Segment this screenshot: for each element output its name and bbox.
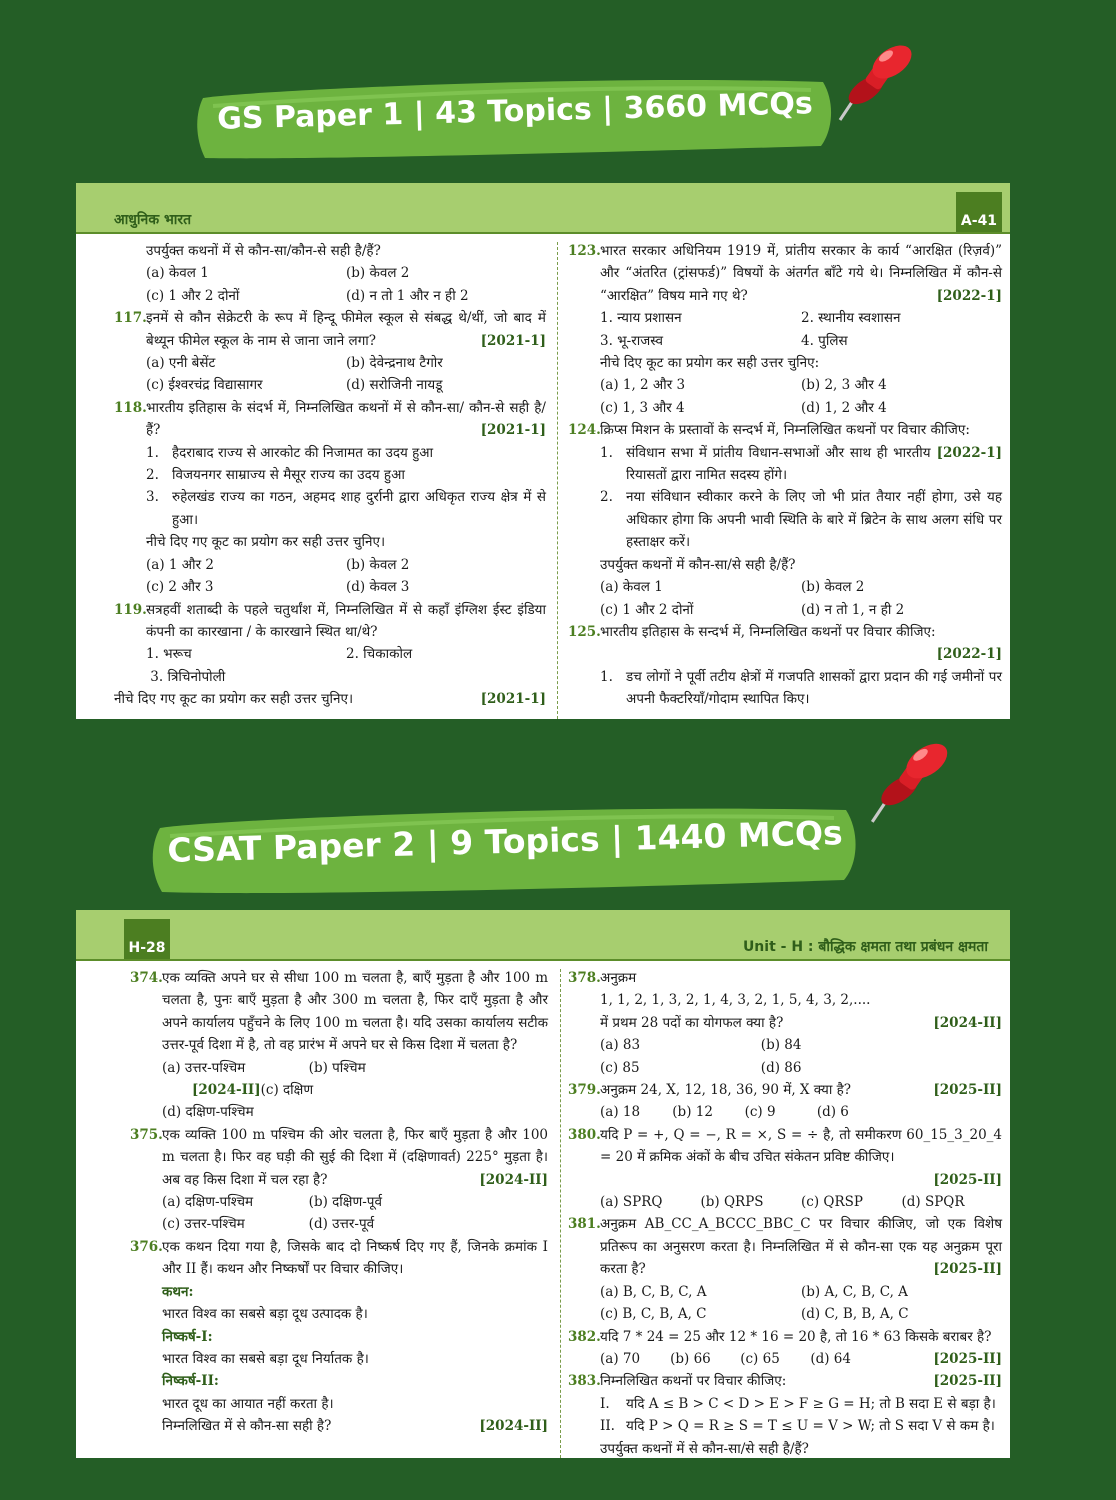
statement-2: II. यदि P > Q = R ≥ S = T ≤ U = V > W; तो S सदा V से कम है।	[600, 1418, 995, 1435]
question-379	[568, 1079, 1002, 1101]
option-a: (a) SPRQ	[600, 1194, 663, 1211]
question-text: एक कथन दिया गया है, जिसके बाद दो निष्कर्ष दिए गए हैं, जिनके क्रमांक I और II हैं। कथन और निष्कर्षों पर विचार कीजिए।	[162, 1238, 548, 1278]
option-c: (c) 9	[744, 1104, 776, 1121]
question-prompt: उपर्युक्त कथनों में से कौन-सा/से सही है/हैं?	[600, 1440, 809, 1457]
question-number: 376.	[130, 1238, 163, 1255]
question-number: 379.	[568, 1082, 601, 1099]
option-b: (b) केवल 2	[346, 556, 410, 573]
items	[568, 307, 1002, 352]
options	[130, 1057, 548, 1124]
option-a: (a) B, C, B, C, A	[600, 1283, 707, 1300]
option-b: (b) केवल 2	[801, 579, 865, 596]
option-d: (d) सरोजिनी नायडू	[346, 377, 443, 394]
question-text: यदि 7 * 24 = 25 और 12 * 16 = 20 है, तो 16 * 63 किसके बराबर है?	[600, 1328, 992, 1345]
option-d: (d) 6	[816, 1104, 849, 1121]
question-number: 118.	[114, 399, 147, 416]
options	[568, 1101, 889, 1123]
exam-year: [2025-II]	[933, 1261, 1002, 1278]
option-b: (b) पश्चिम	[308, 1059, 366, 1076]
question-number: 125.	[568, 623, 601, 640]
option-c: (c) उत्तर-पश्चिम	[162, 1216, 245, 1233]
option-b: (b) 84	[760, 1037, 802, 1054]
option-a: (a) 1 और 2	[146, 556, 214, 573]
page-number: H-28	[124, 919, 170, 959]
question-number: 380.	[568, 1126, 601, 1143]
page-header	[76, 183, 1010, 234]
option-a: (a) 70	[600, 1350, 641, 1367]
option-b: (b) देवेन्द्रनाथ टैगोर	[346, 355, 443, 372]
option-d: (d) उत्तर-पूर्व	[308, 1216, 375, 1233]
column-divider	[560, 969, 561, 1458]
chapter-title: आधुनिक भारत	[114, 212, 192, 228]
question-text: सत्रहवीं शताब्दी के पहले चतुर्थांश में, निम्नलिखित में से कहाँ इंग्लिश ईस्ट इंडिया कंपनी का कारखाना / के कारखाने स्थित था/थे?	[146, 601, 546, 640]
statement-heading: कथन:	[162, 1283, 194, 1300]
statement-text: भारत विश्व का सबसे बड़ा दूध उत्पादक है।	[162, 1306, 368, 1323]
statement-1: I. यदि A ≤ B > C < D > E > F ≥ G = H; तो B सदा E से बड़ा है।	[600, 1395, 996, 1412]
option-d: (d) SPQR	[901, 1194, 965, 1211]
exam-year: [2021-1]	[480, 422, 546, 439]
question-text: एक व्यक्ति 100 m पश्चिम की ओर चलता है, फिर बाएँ मुड़ता है और 100 m चलता है। फिर वह घड़ी की सुई की दिशा में (दक्षिणावर्त) 225° मुड़ता है। अब वह किस दिशा में चल रहा है?	[162, 1126, 548, 1188]
exam-year: [2024-II]	[479, 1418, 548, 1435]
code-instruction: नीचे दिए कूट का प्रयोग कर सही उत्तर चुनिए:	[600, 355, 820, 372]
question-text-cont: में प्रथम 28 पदों का योगफल क्या है? [2024-II]	[568, 1012, 1002, 1034]
question-375	[130, 1124, 548, 1191]
options	[568, 1348, 880, 1370]
options	[568, 1281, 1002, 1326]
exam-year: [2025-II]	[933, 1082, 1002, 1099]
option-d: (d) 86	[760, 1059, 802, 1076]
right-column	[568, 240, 1002, 711]
question-number: 123.	[568, 243, 601, 259]
exam-year: [2024-II]	[192, 1082, 261, 1099]
conclusion-1-heading: निष्कर्ष-I:	[162, 1328, 213, 1345]
option-c: (c) दक्षिण	[260, 1082, 314, 1099]
question-text: एक व्यक्ति अपने घर से सीधा 100 m चलता है, बाएँ मुड़ता है और 100 m चलता है, पुनः बाएँ मुड़ता है और 300 m चलता है, फिर दाएँ मुड़ता है और अपने कार्यालय पहुँचने के लिए 100 m चलता है। यदि उसका कार्यालय सटीक उत्तर-पूर्व दिशा में है, तो वह प्रारंभ में अपने घर से किस दिशा में चलता है?	[162, 970, 548, 1054]
option-b: (b) 66	[670, 1350, 711, 1367]
column-divider	[557, 242, 558, 719]
options	[568, 1191, 1002, 1213]
exam-year: [2024-II]	[933, 1014, 1002, 1031]
page-header	[76, 910, 1010, 961]
question-374	[130, 967, 548, 1057]
sequence: 1, 1, 2, 1, 3, 2, 1, 4, 3, 2, 1, 5, 4, 3, 2,....	[600, 992, 871, 1009]
left-column	[114, 240, 546, 711]
option-b: (b) 2, 3 और 4	[801, 377, 887, 394]
question-text: यदि P = +, Q = −, R = ×, S = ÷ है, तो समीकरण 60_15_3_20_4 = 20 में क्रमिक अंकों के बीच उचित संकेतन प्रविष्ट कीजिए।	[600, 1126, 1002, 1166]
left-column	[130, 967, 548, 1438]
exam-year: [2021-1]	[480, 332, 546, 349]
option-c: (c) B, C, B, A, C	[600, 1306, 707, 1323]
banner-csat-paper	[150, 800, 860, 896]
exam-year: [2025-II]	[933, 1350, 1002, 1367]
question-text: इनमें से कौन सेक्रेटरी के रूप में हिन्दू फीमेल स्कूल से संबद्ध थे/थीं, जो बाद में बेथ्यून फीमेल स्कूल के नाम से जाना जाने लगा?	[146, 310, 546, 349]
options	[568, 1034, 1002, 1079]
question-number: 124.	[568, 422, 601, 439]
question-text: भारतीय इतिहास के सन्दर्भ में, निम्नलिखित कथनों पर विचार कीजिए:	[600, 623, 936, 640]
question-number: 374.	[130, 970, 163, 986]
statement-1: 1. डच लोगों ने पूर्वी तटीय क्षेत्रों में गजपति शासकों द्वारा प्रदान की गई जमीनों पर अपनी फैक्टरियाँ/गोदाम स्थापित किए।	[600, 668, 1002, 708]
question-118	[114, 397, 546, 442]
question-376	[130, 1236, 548, 1281]
question-number: 117.	[114, 310, 147, 327]
statement-1: 1. भरूच	[146, 646, 192, 663]
exam-year: [2025-II]	[933, 1373, 1002, 1390]
page-number: A-41	[956, 192, 1002, 232]
option-a: (a) 18	[600, 1104, 641, 1121]
option-d: (d) 64	[810, 1350, 851, 1367]
option-a: (a) उत्तर-पश्चिम	[162, 1059, 246, 1076]
options	[568, 374, 1002, 419]
question-intro: उपर्युक्त कथनों में से कौन-सा/कौन-से सही है/हैं?	[146, 243, 381, 259]
option-b: (b) 12	[672, 1104, 713, 1121]
question-text: क्रिप्स मिशन के प्रस्तावों के सन्दर्भ में, निम्नलिखित कथनों पर विचार कीजिए:	[600, 422, 970, 439]
option-d: (d) 1, 2 और 4	[801, 399, 887, 416]
pushpin-icon	[836, 40, 916, 122]
options	[130, 1191, 548, 1236]
page-csat	[76, 910, 1010, 1458]
question-text: निम्नलिखित कथनों पर विचार कीजिए:	[600, 1373, 787, 1390]
item-4: 4. पुलिस	[801, 332, 848, 349]
option-a: (a) 83	[600, 1037, 641, 1054]
exam-year: [2022-1]	[936, 287, 1002, 304]
banner-csat-text: CSAT Paper 2 | 9 Topics | 1440 MCQs	[166, 813, 844, 870]
question-number: 383.	[568, 1373, 601, 1390]
item-3: 3. भू-राजस्व	[600, 332, 664, 349]
question-text: अनुक्रम 24, X, 12, 18, 36, 90 में, X क्या है?	[600, 1082, 852, 1099]
option-c: (c) QRSP	[801, 1194, 863, 1211]
options	[114, 262, 546, 307]
option-c: (c) 2 और 3	[146, 579, 214, 596]
question-123	[568, 240, 1002, 307]
question-text: अनुक्रम AB_CC_A_BCCC_BBC_C पर विचार कीजिए, जो एक विशेष प्रतिरूप का अनुसरण करता है। निम्नलिखित में से कौन-सा एक यह अनुक्रम पूरा करता है?	[600, 1216, 1002, 1278]
option-c: (c) 1, 3 और 4	[600, 399, 685, 416]
options	[114, 352, 546, 397]
question-117	[114, 307, 546, 352]
question-number: 119.	[114, 601, 147, 618]
statement-1: 1. हैदराबाद राज्य से आरकोट की निजामत का उदय हुआ	[146, 444, 434, 461]
option-d: (d) न तो 1, न ही 2	[801, 601, 905, 618]
exam-year: [2022-1]	[936, 444, 1002, 461]
option-a: (a) 1, 2 और 3	[600, 377, 686, 394]
statement-2: 2. नया संविधान स्वीकार करने के लिए जो भी प्रांत तैयार नहीं होगा, उसे यह अधिकार होगा कि अपनी भावी स्थिति के बारे में ब्रिटेन के साथ अलग संधि पर हस्ताक्षर करें।	[600, 489, 1002, 551]
code-instruction: नीचे दिए गए कूट का प्रयोग कर सही उत्तर चुनिए। [2021-1]	[114, 688, 546, 710]
question-378	[568, 967, 1002, 989]
page-modern-india	[76, 183, 1010, 719]
statement-3: 3. रुहेलखंड राज्य का गठन, अहमद शाह दुर्रानी द्वारा अधिकृत राज्य क्षेत्र में से हुआ।	[146, 489, 546, 528]
option-c: (c) 1 और 2 दोनों	[146, 287, 240, 304]
option-d: (d) केवल 3	[346, 579, 410, 596]
question-124	[568, 419, 1002, 461]
option-a: (a) केवल 1	[600, 579, 663, 596]
option-d: (d) न तो 1 और न ही 2	[346, 287, 469, 304]
exam-year-row	[568, 643, 1002, 665]
question-number: 378.	[568, 970, 601, 986]
options	[568, 576, 1002, 621]
statement-2: 2. विजयनगर साम्राज्य से मैसूर राज्य का उदय हुआ	[146, 467, 405, 484]
option-b: (b) दक्षिण-पूर्व	[308, 1194, 382, 1211]
option-c: (c) ईश्वरचंद्र विद्यासागर	[146, 377, 263, 394]
exam-year: [2021-1]	[480, 691, 546, 708]
code-instruction: नीचे दिए गए कूट का प्रयोग कर सही उत्तर चुनिए।	[146, 534, 386, 551]
option-a: (a) केवल 1	[146, 265, 209, 282]
question-prompt: निम्नलिखित में से कौन-सा सही है? [2024-II]	[130, 1415, 548, 1437]
question-383	[568, 1370, 1002, 1392]
statements	[114, 643, 546, 665]
question-number: 381.	[568, 1216, 601, 1233]
conclusion-2-text: भारत दूध का आयात नहीं करता है।	[162, 1395, 334, 1412]
option-c: (c) 85	[600, 1059, 640, 1076]
option-a: (a) दक्षिण-पश्चिम	[162, 1194, 254, 1211]
exam-year-row	[568, 1169, 1002, 1191]
option-d: (d) दक्षिण-पश्चिम	[162, 1104, 254, 1121]
option-d: (d) C, B, B, A, C	[801, 1306, 909, 1323]
exam-year: [2022-1]	[936, 646, 1002, 663]
conclusion-1-text: भारत विश्व का सबसे बड़ा दूध निर्यातक है।	[162, 1350, 369, 1367]
option-b: (b) केवल 2	[346, 265, 410, 282]
right-column	[568, 967, 1002, 1458]
question-number: 375.	[130, 1126, 163, 1143]
question-prompt: उपर्युक्त कथनों में कौन-सा/से सही है/हैं?	[600, 556, 796, 573]
banner-gs-text: GS Paper 1 | 43 Topics | 3660 MCQs	[216, 86, 814, 137]
option-a: (a) एनी बेसेंट	[146, 355, 216, 372]
question-125	[568, 621, 1002, 643]
option-b: (b) A, C, B, C, A	[801, 1283, 908, 1300]
pushpin-icon	[868, 738, 952, 824]
option-b: (b) QRPS	[700, 1194, 764, 1211]
banner-gs-paper	[195, 72, 835, 160]
exam-year: [2025-II]	[933, 1171, 1002, 1188]
question-text: भारतीय इतिहास के संदर्भ में, निम्नलिखित कथनों में से कौन-सा/ कौन-से सही है/हैं?	[146, 399, 546, 439]
item-1: 1. न्याय प्रशासन	[600, 310, 682, 327]
question-number: 382.	[568, 1328, 601, 1345]
statement-1: 1. संविधान सभा में प्रांतीय विधान-सभाओं और साथ ही भारतीय रियासतों द्वारा नामित सदस्य होंगे।	[600, 444, 931, 484]
options	[114, 554, 546, 599]
exam-year: [2024-II]	[479, 1171, 548, 1188]
statement-2: 2. चिकाकोल	[346, 646, 413, 663]
item-2: 2. स्थानीय स्वशासन	[801, 310, 901, 327]
statement-3: 3. त्रिचिनोपोली	[146, 668, 226, 685]
question-380	[568, 1124, 1002, 1169]
conclusion-2-heading: निष्कर्ष-II:	[162, 1373, 219, 1390]
question-text: भारत सरकार अधिनियम 1919 में, प्रांतीय सरकार के कार्य “आरक्षित (रिज़र्व)” और “अंतरित (ट्रांसफर्ड)” विषयों के अंतर्गत बाँटे गये थे। निम्नलिखित में कौन-से “आरक्षित” विषय माने गए थे?	[600, 243, 1002, 304]
option-c: (c) 65	[740, 1350, 780, 1367]
question-381	[568, 1213, 1002, 1280]
question-text: अनुक्रम	[600, 970, 637, 986]
option-c: (c) 1 और 2 दोनों	[600, 601, 694, 618]
question-119	[114, 599, 546, 644]
unit-title: Unit - H : बौद्धिक क्षमता तथा प्रबंधन क्षमता	[742, 939, 988, 955]
